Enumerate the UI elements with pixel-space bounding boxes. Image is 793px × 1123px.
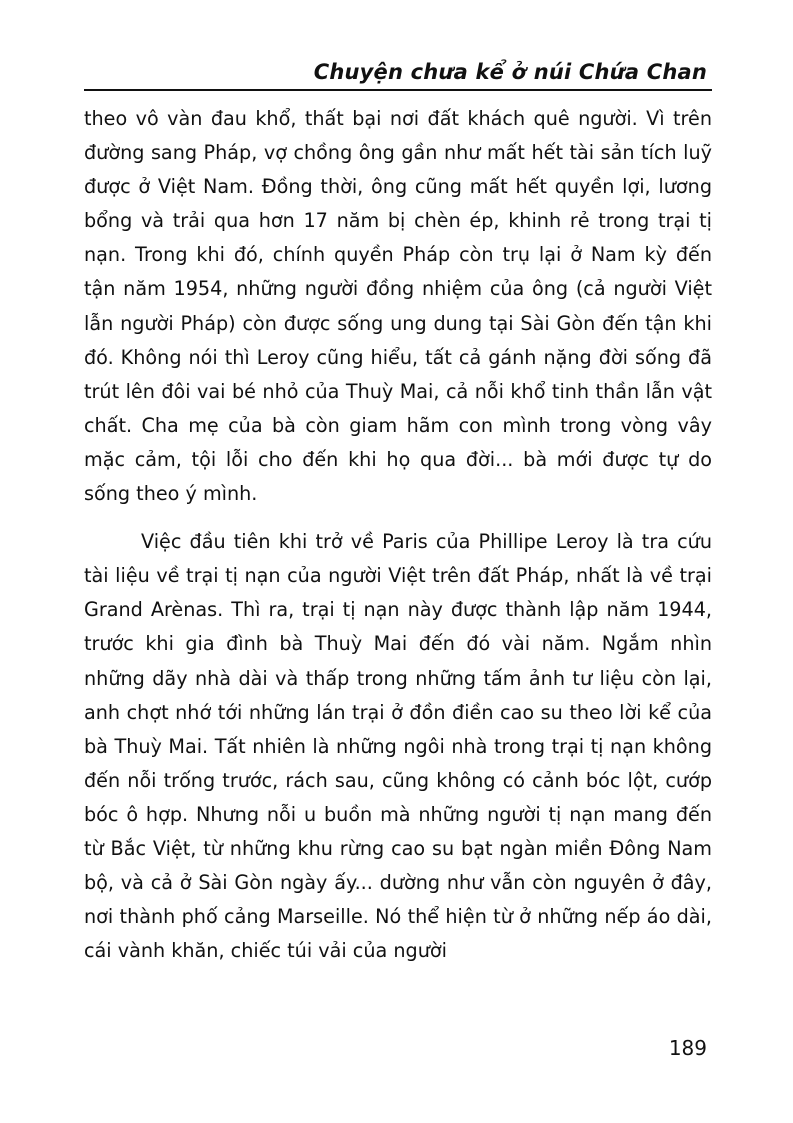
header-divider (84, 89, 712, 91)
body-text (84, 102, 712, 968)
paragraph: Việc đầu tiên khi trở về Paris của Phillipe Leroy là tra cứu tài liệu về trại tị nạn của người Việt trên đất Pháp, nhất là về trại Grand Arènas. Thì ra, trại tị nạn này được thành lập năm 1944, trước khi gia đình bà Thuỳ Mai đến đó vài năm. Ngắm nhìn những dãy nhà dài và thấp trong những tấm ảnh tư liệu còn lại, anh chợt nhớ tới những lán trại ở đồn điền cao su theo lời kể của bà Thuỳ Mai. Tất nhiên là những ngôi nhà trong trại tị nạn không đến nỗi trống trước, rách sau, cũng không có cảnh bóc lột, cướp bóc ô hợp. Nhưng nỗi u buồn mà những người tị nạn mang đến từ Bắc Việt, từ những khu rừng cao su bạt ngàn miền Đông Nam bộ, và cả ở Sài Gòn ngày ấy... dường như vẫn còn nguyên ở đây, nơi thành phố cảng Marseille. Nó thể hiện từ ở những nếp áo dài, cái vành khăn, chiếc túi vải của người (84, 530, 712, 963)
running-header-title: Chuyện chưa kể ở núi Chứa Chan (313, 60, 707, 84)
page-number: 189 (668, 1036, 707, 1060)
paragraph-continued: theo vô vàn đau khổ, thất bại nơi đất khách quê người. Vì trên đường sang Pháp, vợ chồng ông gần như mất hết tài sản tích luỹ được ở Việt Nam. Đồng thời, ông cũng mất hết quyền lợi, lương bổng và trải qua hơn 17 năm bị chèn ép, khinh rẻ trong trại tị nạn. Trong khi đó, chính quyền Pháp còn trụ lại ở Nam kỳ đến tận năm 1954, những người đồng nhiệm của ông (cả người Việt lẫn người Pháp) còn được sống ung dung tại Sài Gòn đến tận khi đó. Không nói thì Leroy cũng hiểu, tất cả gánh nặng đời sống đã trút lên đôi vai bé nhỏ của Thuỳ Mai, cả nỗi khổ tinh thần lẫn vật chất. Cha mẹ của bà còn giam hãm con mình trong vòng vây mặc cảm, tội lỗi cho đến khi họ qua đời... bà mới được tự do sống theo ý mình. (84, 107, 712, 506)
